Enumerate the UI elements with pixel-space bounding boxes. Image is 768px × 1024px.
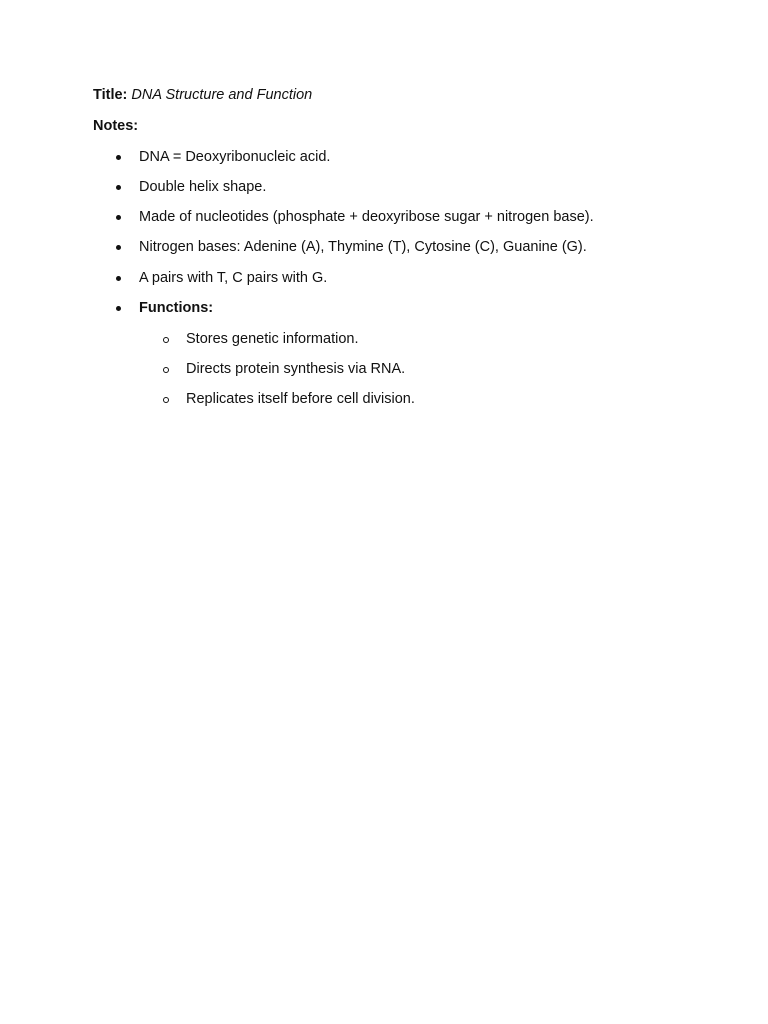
document-title: DNA Structure and Function — [131, 87, 313, 103]
list-item-text: Double helix shape. — [139, 179, 267, 195]
notes-heading: Notes: — [93, 118, 139, 134]
title-line — [93, 86, 312, 104]
list-item-text: A pairs with T, C pairs with G. — [139, 270, 328, 286]
bullet-icon — [116, 185, 121, 190]
bullet-icon — [116, 215, 121, 220]
list-item-text: DNA = Deoxyribonucleic acid. — [139, 149, 331, 165]
functions-heading: Functions: — [139, 300, 214, 316]
hollow-bullet-icon — [163, 397, 169, 403]
title-label: Title: — [93, 87, 128, 103]
sub-list-item-text: Replicates itself before cell division. — [186, 391, 415, 407]
bullet-icon — [116, 276, 121, 281]
sub-list-item-text: Directs protein synthesis via RNA. — [186, 361, 406, 377]
bullet-icon — [116, 155, 121, 160]
list-item-text: Nitrogen bases: Adenine (A), Thymine (T), Cytosine (C), Guanine (G). — [139, 239, 587, 255]
hollow-bullet-icon — [163, 367, 169, 373]
bullet-icon — [116, 306, 121, 311]
sub-list-item-text: Stores genetic information. — [186, 331, 359, 347]
bullet-icon — [116, 245, 121, 250]
hollow-bullet-icon — [163, 337, 169, 343]
list-item-text: Made of nucleotides (phosphate + deoxyribose sugar + nitrogen base). — [139, 209, 594, 225]
